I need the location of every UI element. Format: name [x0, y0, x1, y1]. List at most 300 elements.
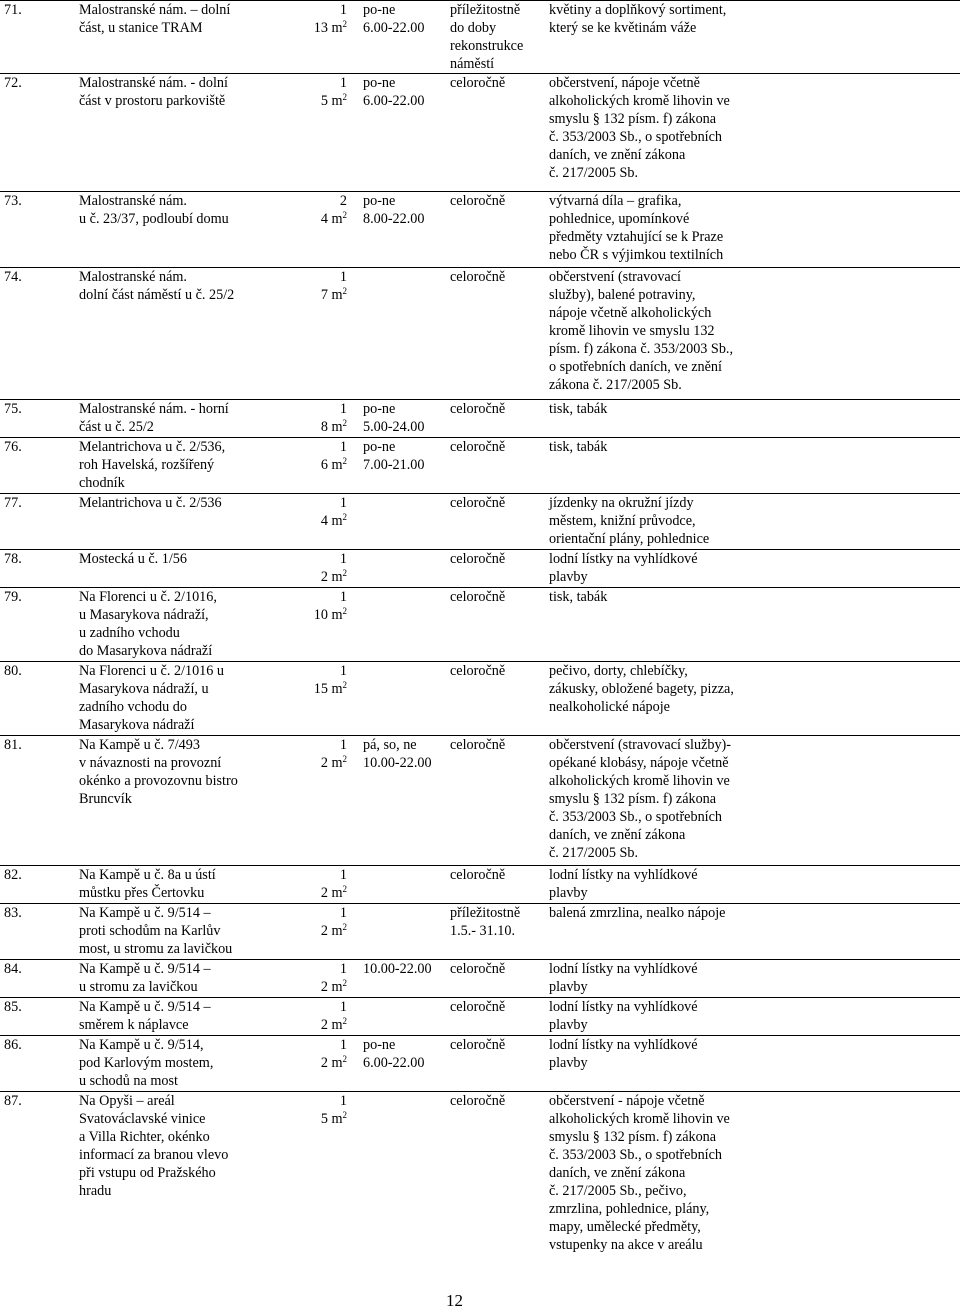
area-unit: m [331, 419, 343, 435]
area-unit-exponent: 2 [342, 456, 347, 466]
area-value: 2 [320, 569, 328, 585]
area-unit-exponent: 2 [342, 1016, 347, 1026]
location-line: Na Kampě u č. 9/514 – [79, 999, 211, 1015]
hours-line: po-ne [363, 1037, 396, 1053]
opening-hours-cell [355, 438, 448, 494]
location-cell [48, 192, 278, 268]
period-line: rekonstrukce [450, 38, 524, 54]
location-cell [48, 960, 278, 998]
stand-size-cell [278, 662, 355, 736]
period-line: celoročně [450, 269, 506, 285]
table-row [0, 588, 960, 662]
stand-count: 1 [339, 663, 347, 679]
stand-size-cell [278, 1092, 355, 1268]
goods-line: č. 353/2003 Sb., o spotřebních [549, 809, 722, 825]
hours-line: pá, so, ne [363, 737, 417, 753]
goods-line: lodní lístky na vyhlídkové [549, 867, 698, 883]
area-value: 2 [320, 1017, 328, 1033]
goods-line: zákusky, obložené bagety, pizza, [549, 681, 734, 697]
location-line: Malostranské nám. [79, 269, 187, 285]
goods-cell [543, 400, 960, 438]
area-unit: m [331, 1017, 343, 1033]
area-value: 13 [313, 20, 328, 36]
table-row [0, 866, 960, 904]
goods-line: č. 353/2003 Sb., o spotřebních [549, 129, 722, 145]
goods-line: balená zmrzlina, nealko nápoje [549, 905, 726, 921]
location-line: proti schodům na Karlův [79, 923, 221, 939]
area-unit: m [331, 513, 343, 529]
stand-area [283, 286, 347, 304]
location-cell [48, 736, 278, 866]
stand-area [283, 978, 347, 996]
area-value: 4 [320, 513, 328, 529]
stand-count: 1 [339, 439, 347, 455]
location-cell [48, 1092, 278, 1268]
hours-line: 5.00-24.00 [363, 419, 425, 435]
opening-hours-cell [355, 998, 448, 1036]
area-unit-exponent: 2 [342, 606, 347, 616]
area-value: 15 [313, 681, 328, 697]
stand-area [283, 418, 347, 436]
table-row [0, 662, 960, 736]
goods-line: alkoholických kromě lihovin ve [549, 1111, 730, 1127]
goods-line: plavby [549, 885, 588, 901]
location-line: část, u stanice TRAM [79, 20, 203, 36]
area-unit-exponent: 2 [342, 978, 347, 988]
location-line: hradu [79, 1183, 112, 1199]
opening-hours-cell [355, 550, 448, 588]
period-line: celoročně [450, 75, 506, 91]
stand-count: 1 [339, 867, 347, 883]
goods-line: plavby [549, 1055, 588, 1071]
area-unit: m [331, 979, 343, 995]
goods-line: lodní lístky na vyhlídkové [549, 961, 698, 977]
period-line: celoročně [450, 1093, 506, 1109]
stand-size-cell [278, 1, 355, 74]
goods-cell [543, 736, 960, 866]
goods-line: zákona č. 217/2005 Sb. [549, 377, 682, 393]
stand-size-cell [278, 550, 355, 588]
row-number-cell: 84. [0, 960, 48, 998]
location-line: můstku přes Čertovku [79, 885, 205, 901]
goods-line: občerstvení (stravovací služby)- [549, 737, 732, 753]
period-cell [448, 998, 543, 1036]
row-number-cell: 78. [0, 550, 48, 588]
goods-line: občerstvení - nápoje včetně [549, 1093, 705, 1109]
goods-line: městem, knižní průvodce, [549, 513, 696, 529]
location-line: okénko a provozovnu bistro [79, 773, 238, 789]
location-line: zadního vchodu do [79, 699, 187, 715]
opening-hours-cell [355, 588, 448, 662]
period-cell [448, 550, 543, 588]
period-line: celoročně [450, 961, 506, 977]
stand-count: 1 [339, 737, 347, 753]
goods-line: č. 353/2003 Sb., o spotřebních [549, 1147, 722, 1163]
goods-line: květiny a doplňkový sortiment, [549, 2, 727, 18]
period-cell [448, 494, 543, 550]
goods-cell [543, 74, 960, 192]
goods-line: občerstvení, nápoje včetně [549, 75, 700, 91]
table-row [0, 74, 960, 192]
area-unit: m [331, 607, 343, 623]
stand-count: 1 [339, 1037, 347, 1053]
area-unit: m [331, 885, 343, 901]
location-cell [48, 438, 278, 494]
area-value: 2 [320, 1055, 328, 1071]
hours-line: 10.00-22.00 [363, 755, 432, 771]
location-line: Na Kampě u č. 9/514 – [79, 961, 211, 977]
stand-size-cell [278, 74, 355, 192]
period-cell [448, 866, 543, 904]
location-line: Na Opyši – areál [79, 1093, 175, 1109]
row-number-cell: 82. [0, 866, 48, 904]
stand-count: 1 [339, 495, 347, 511]
goods-line: lodní lístky na vyhlídkové [549, 1037, 698, 1053]
table-row [0, 736, 960, 866]
goods-line: opékané klobásy, nápoje včetně [549, 755, 729, 771]
stand-count: 1 [339, 401, 347, 417]
goods-line: jízdenky na okružní jízdy [549, 495, 694, 511]
location-line: pod Karlovým mostem, [79, 1055, 214, 1071]
table-row [0, 192, 960, 268]
stand-area [283, 19, 347, 37]
row-number-cell: 79. [0, 588, 48, 662]
stand-area [283, 680, 347, 698]
location-line: Mostecká u č. 1/56 [79, 551, 187, 567]
opening-hours-cell [355, 400, 448, 438]
goods-cell [543, 866, 960, 904]
goods-line: tisk, tabák [549, 439, 608, 455]
stand-area [283, 568, 347, 586]
goods-line: č. 217/2005 Sb. [549, 165, 639, 181]
goods-line: písm. f) zákona č. 353/2003 Sb., [549, 341, 734, 357]
period-cell [448, 662, 543, 736]
area-value: 5 [320, 1111, 328, 1127]
stand-count: 1 [339, 269, 347, 285]
stand-size-cell [278, 904, 355, 960]
row-number-cell: 83. [0, 904, 48, 960]
opening-hours-cell [355, 494, 448, 550]
stand-area [283, 92, 347, 110]
stand-area [283, 884, 347, 902]
period-cell [448, 1036, 543, 1092]
goods-line: plavby [549, 979, 588, 995]
hours-line: po-ne [363, 75, 396, 91]
table-row [0, 904, 960, 960]
area-unit: m [331, 93, 343, 109]
goods-line: nebo ČR s výjimkou textilních [549, 247, 724, 263]
location-line: Malostranské nám. - horní [79, 401, 229, 417]
location-cell [48, 400, 278, 438]
goods-line: plavby [549, 1017, 588, 1033]
permits-table-body [0, 1, 960, 1268]
stand-size-cell [278, 736, 355, 866]
stand-count: 1 [339, 2, 347, 18]
period-line: celoročně [450, 401, 506, 417]
goods-cell [543, 1036, 960, 1092]
row-number-cell: 71. [0, 1, 48, 74]
row-number-cell: 72. [0, 74, 48, 192]
goods-line: občerstvení (stravovací [549, 269, 681, 285]
stand-count: 1 [339, 551, 347, 567]
row-number-cell: 73. [0, 192, 48, 268]
location-cell [48, 904, 278, 960]
location-cell [48, 74, 278, 192]
stand-size-cell [278, 192, 355, 268]
period-line: celoročně [450, 439, 506, 455]
period-cell [448, 736, 543, 866]
stand-count: 1 [339, 75, 347, 91]
period-cell [448, 268, 543, 400]
location-line: Masarykova nádraží, u [79, 681, 209, 697]
opening-hours-cell [355, 192, 448, 268]
location-line: Malostranské nám. – dolní [79, 2, 231, 18]
goods-cell [543, 494, 960, 550]
location-cell [48, 662, 278, 736]
area-unit: m [331, 681, 343, 697]
area-value: 4 [320, 211, 328, 227]
table-row [0, 400, 960, 438]
area-unit-exponent: 2 [342, 92, 347, 102]
row-number-cell: 74. [0, 268, 48, 400]
area-value: 7 [320, 287, 328, 303]
opening-hours-cell [355, 960, 448, 998]
goods-cell [543, 1, 960, 74]
stand-area [283, 922, 347, 940]
location-line: dolní část náměstí u č. 25/2 [79, 287, 235, 303]
goods-line: lodní lístky na vyhlídkové [549, 999, 698, 1015]
area-unit: m [331, 755, 343, 771]
location-line: Bruncvík [79, 791, 132, 807]
area-unit: m [331, 1055, 343, 1071]
location-line: u stromu za lavičkou [79, 979, 198, 995]
period-line: příležitostně [450, 905, 521, 921]
stand-area [283, 456, 347, 474]
table-row [0, 960, 960, 998]
goods-cell [543, 192, 960, 268]
goods-line: zmrzlina, pohlednice, plány, [549, 1201, 710, 1217]
area-unit-exponent: 2 [342, 418, 347, 428]
area-unit-exponent: 2 [342, 210, 347, 220]
goods-line: č. 217/2005 Sb., pečivo, [549, 1183, 687, 1199]
table-row [0, 268, 960, 400]
area-value: 2 [320, 755, 328, 771]
area-unit: m [331, 1111, 343, 1127]
goods-line: pohlednice, upomínkové [549, 211, 690, 227]
goods-cell [543, 1092, 960, 1268]
stand-area [283, 1054, 347, 1072]
hours-line: 8.00-22.00 [363, 211, 425, 227]
goods-line: č. 217/2005 Sb. [549, 845, 639, 861]
opening-hours-cell [355, 736, 448, 866]
goods-line: vstupenky na akce v areálu [549, 1237, 703, 1253]
stand-area [283, 512, 347, 530]
goods-line: daních, ve znění zákona [549, 1165, 686, 1181]
stand-area [283, 1016, 347, 1034]
area-unit-exponent: 2 [342, 1110, 347, 1120]
hours-line: 10.00-22.00 [363, 961, 432, 977]
area-unit-exponent: 2 [342, 286, 347, 296]
opening-hours-cell [355, 268, 448, 400]
location-line: Na Florenci u č. 2/1016, [79, 589, 217, 605]
goods-line: daních, ve znění zákona [549, 827, 686, 843]
goods-cell [543, 960, 960, 998]
period-line: 1.5.- 31.10. [450, 923, 516, 939]
area-unit-exponent: 2 [342, 922, 347, 932]
goods-cell [543, 438, 960, 494]
area-unit: m [331, 923, 343, 939]
location-line: v návaznosti na provozní [79, 755, 222, 771]
opening-hours-cell [355, 1, 448, 74]
location-line: u zadního vchodu [79, 625, 180, 641]
period-line: celoročně [450, 999, 506, 1015]
location-line: směrem k náplavce [79, 1017, 189, 1033]
location-line: u Masarykova nádraží, [79, 607, 209, 623]
period-line: celoročně [450, 589, 506, 605]
stand-area [283, 210, 347, 228]
area-unit-exponent: 2 [342, 754, 347, 764]
location-line: u schodů na most [79, 1073, 178, 1089]
area-unit: m [331, 287, 343, 303]
row-number-cell: 81. [0, 736, 48, 866]
opening-hours-cell [355, 1036, 448, 1092]
period-line: celoročně [450, 663, 506, 679]
period-cell [448, 74, 543, 192]
goods-cell [543, 904, 960, 960]
goods-cell [543, 998, 960, 1036]
hours-line: po-ne [363, 193, 396, 209]
goods-line: alkoholických kromě lihovin ve [549, 93, 730, 109]
period-cell [448, 192, 543, 268]
hours-line: 6.00-22.00 [363, 20, 425, 36]
period-line: celoročně [450, 1037, 506, 1053]
location-line: Na Kampě u č. 8a u ústí [79, 867, 216, 883]
location-cell [48, 998, 278, 1036]
stand-area [283, 606, 347, 624]
table-row [0, 1092, 960, 1268]
area-unit-exponent: 2 [342, 1054, 347, 1064]
goods-line: mapy, umělecké předměty, [549, 1219, 701, 1235]
goods-line: výtvarná díla – grafika, [549, 193, 682, 209]
area-value: 10 [313, 607, 328, 623]
location-line: Na Florenci u č. 2/1016 u [79, 663, 224, 679]
goods-line: tisk, tabák [549, 401, 608, 417]
period-line: náměstí [450, 56, 495, 72]
goods-line: plavby [549, 569, 588, 585]
period-line: celoročně [450, 867, 506, 883]
stand-count: 1 [339, 961, 347, 977]
hours-line: po-ne [363, 439, 396, 455]
period-line: celoročně [450, 551, 506, 567]
location-line: a Villa Richter, okénko [79, 1129, 210, 1145]
location-line: část u č. 25/2 [79, 419, 154, 435]
goods-line: o spotřebních daních, ve znění [549, 359, 722, 375]
location-line: informací za branou vlevo [79, 1147, 229, 1163]
stand-count: 1 [339, 905, 347, 921]
goods-line: lodní lístky na vyhlídkové [549, 551, 698, 567]
goods-cell [543, 588, 960, 662]
location-line: most, u stromu za lavičkou [79, 941, 233, 957]
location-cell [48, 494, 278, 550]
area-value: 2 [320, 885, 328, 901]
stand-area [283, 754, 347, 772]
stand-size-cell [278, 960, 355, 998]
area-value: 2 [320, 979, 328, 995]
area-unit: m [331, 457, 343, 473]
opening-hours-cell [355, 904, 448, 960]
stand-size-cell [278, 438, 355, 494]
goods-line: daních, ve znění zákona [549, 147, 686, 163]
period-cell [448, 1092, 543, 1268]
area-unit-exponent: 2 [342, 19, 347, 29]
location-cell [48, 1036, 278, 1092]
area-value: 2 [320, 923, 328, 939]
location-line: Na Kampě u č. 9/514, [79, 1037, 204, 1053]
goods-line: tisk, tabák [549, 589, 608, 605]
stand-size-cell [278, 268, 355, 400]
table-row [0, 1, 960, 74]
hours-line: 7.00-21.00 [363, 457, 425, 473]
goods-line: předměty vztahující se k Praze [549, 229, 724, 245]
area-unit-exponent: 2 [342, 568, 347, 578]
location-line: chodník [79, 475, 125, 491]
opening-hours-cell [355, 866, 448, 904]
stand-size-cell [278, 588, 355, 662]
row-number-cell: 86. [0, 1036, 48, 1092]
period-cell [448, 400, 543, 438]
area-unit-exponent: 2 [342, 512, 347, 522]
row-number-cell: 80. [0, 662, 48, 736]
location-cell [48, 866, 278, 904]
table-row [0, 438, 960, 494]
row-number-cell: 87. [0, 1092, 48, 1268]
hours-line: 6.00-22.00 [363, 1055, 425, 1071]
location-cell [48, 588, 278, 662]
hours-line: 6.00-22.00 [363, 93, 425, 109]
period-cell [448, 438, 543, 494]
stand-size-cell [278, 1036, 355, 1092]
row-number-cell: 77. [0, 494, 48, 550]
row-number-cell: 85. [0, 998, 48, 1036]
location-line: roh Havelská, rozšířený [79, 457, 215, 473]
stand-size-cell [278, 866, 355, 904]
stand-size-cell [278, 494, 355, 550]
area-unit: m [331, 20, 343, 36]
table-row [0, 550, 960, 588]
location-line: u č. 23/37, podloubí domu [79, 211, 229, 227]
row-number-cell: 75. [0, 400, 48, 438]
goods-line: alkoholických kromě lihovin ve [549, 773, 730, 789]
location-line: Malostranské nám. - dolní [79, 75, 228, 91]
goods-line: služby), balené potraviny, [549, 287, 696, 303]
location-line: Melantrichova u č. 2/536 [79, 495, 222, 511]
period-line: celoročně [450, 737, 506, 753]
period-line: příležitostně [450, 2, 521, 18]
opening-hours-cell [355, 74, 448, 192]
location-line: část v prostoru parkoviště [79, 93, 226, 109]
hours-line: po-ne [363, 401, 396, 417]
period-cell [448, 904, 543, 960]
stand-area [283, 1110, 347, 1128]
period-line: celoročně [450, 193, 506, 209]
stand-count: 1 [339, 999, 347, 1015]
location-line: do Masarykova nádraží [79, 643, 213, 659]
location-cell [48, 268, 278, 400]
goods-line: který se ke květinám váže [549, 20, 697, 36]
goods-line: smyslu § 132 písm. f) zákona [549, 791, 717, 807]
location-line: Na Kampě u č. 9/514 – [79, 905, 211, 921]
goods-cell [543, 268, 960, 400]
